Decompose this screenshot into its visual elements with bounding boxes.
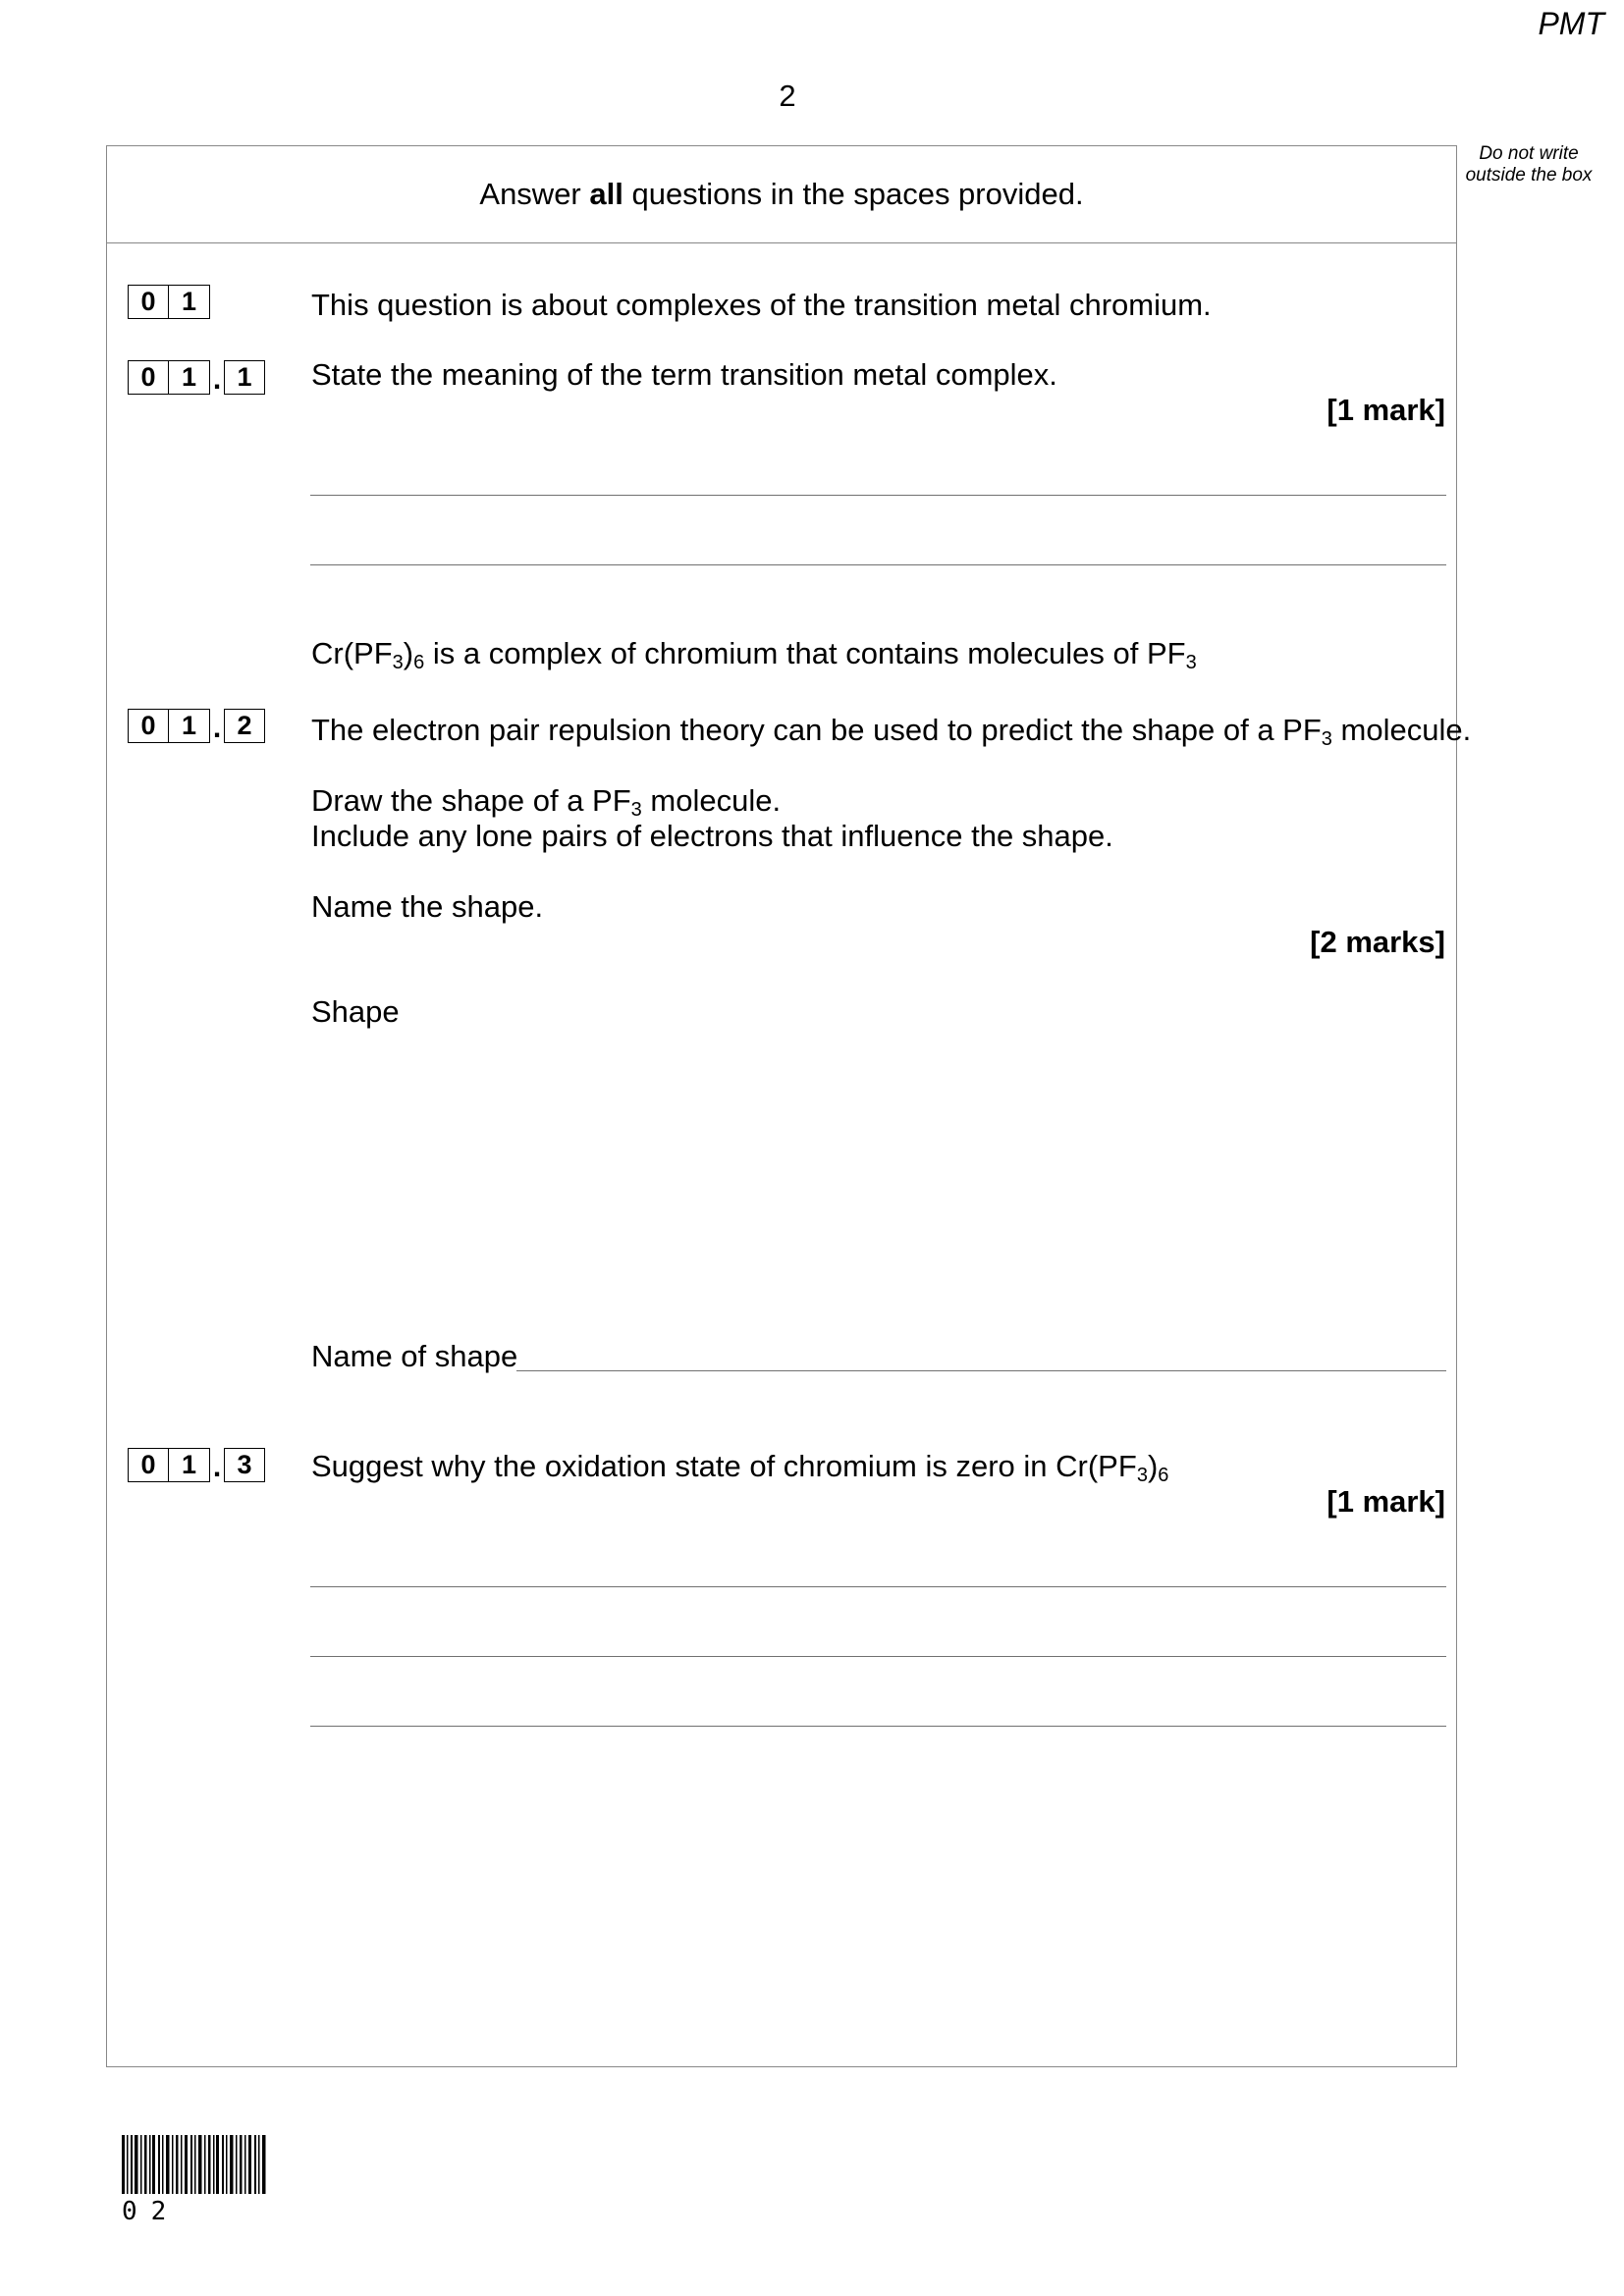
- barcode: [122, 2135, 267, 2194]
- answer-line[interactable]: [310, 564, 1446, 565]
- question-text: [311, 1449, 1168, 1484]
- instruction-text: Answer: [479, 177, 590, 211]
- marks-label: [1 mark]: [1326, 393, 1445, 427]
- question-text: [311, 713, 1471, 748]
- subscript: 3: [1321, 728, 1332, 750]
- subscript: 6: [1158, 1465, 1169, 1486]
- barcode-number: 02: [122, 2197, 181, 2226]
- formula-text: ): [403, 636, 414, 670]
- shape-label: Shape: [311, 994, 400, 1029]
- question-text-part: ): [1147, 1449, 1159, 1483]
- qnum-digit: 0: [128, 1448, 169, 1482]
- question-instruction: Name the shape.: [311, 889, 544, 924]
- question-number-01-1: [128, 360, 265, 395]
- answer-line[interactable]: [310, 1726, 1446, 1727]
- subscript: 3: [630, 799, 642, 821]
- qnum-dot: .: [212, 363, 222, 396]
- header-divider: [106, 242, 1457, 243]
- qnum-dot: .: [212, 1451, 222, 1483]
- qnum-digit: 1: [169, 285, 210, 319]
- question-number-01: [128, 285, 210, 319]
- qnum-digit: 1: [224, 360, 265, 395]
- page-number: 2: [779, 79, 796, 113]
- instruction-emphasis: all: [589, 177, 623, 211]
- instruction-text-end: questions in the spaces provided.: [623, 177, 1084, 211]
- answer-line[interactable]: [516, 1370, 1446, 1371]
- corner-label: PMT: [1538, 6, 1604, 41]
- question-text: State the meaning of the term transition metal complex.: [311, 357, 1057, 392]
- question-text-part: molecule.: [641, 783, 782, 818]
- qnum-digit: 0: [128, 709, 169, 743]
- name-of-shape-label: Name of shape: [311, 1339, 518, 1373]
- context-sentence: is a complex of chromium that contains molecules of PF: [424, 636, 1186, 670]
- question-number-01-2: [128, 709, 265, 743]
- answer-line[interactable]: [310, 495, 1446, 496]
- question-text-part: Suggest why the oxidation state of chromium is zero in Cr(PF: [311, 1449, 1137, 1483]
- qnum-digit: 0: [128, 360, 169, 395]
- subscript: 6: [413, 652, 425, 673]
- subscript: 3: [1136, 1465, 1148, 1486]
- qnum-digit: 1: [169, 1448, 210, 1482]
- question-instruction: [311, 783, 781, 819]
- qnum-digit: 3: [224, 1448, 265, 1482]
- question-instruction: Include any lone pairs of electrons that influence the shape.: [311, 819, 1113, 853]
- answer-line[interactable]: [310, 1586, 1446, 1587]
- qnum-digit: 2: [224, 709, 265, 743]
- question-text-part: The electron pair repulsion theory can be used to predict the shape of a PF: [311, 713, 1322, 747]
- answer-line[interactable]: [310, 1656, 1446, 1657]
- instruction: [106, 177, 1457, 212]
- marks-label: [1 mark]: [1326, 1484, 1445, 1519]
- margin-note: Do not write outside the box: [1465, 143, 1593, 186]
- qnum-digit: 1: [169, 360, 210, 395]
- question-text-part: Draw the shape of a PF: [311, 783, 631, 818]
- qnum-dot: .: [212, 712, 222, 744]
- context-text: [311, 636, 1197, 671]
- subscript: 3: [392, 652, 404, 673]
- subscript: 3: [1185, 652, 1197, 673]
- question-number-01-3: [128, 1448, 265, 1482]
- qnum-digit: 0: [128, 285, 169, 319]
- question-stem: This question is about complexes of the transition metal chromium.: [311, 288, 1212, 322]
- marks-label: [2 marks]: [1310, 925, 1445, 959]
- drawing-area[interactable]: [310, 1041, 1446, 1335]
- formula-text: Cr(PF: [311, 636, 393, 670]
- question-text-part: molecule.: [1331, 713, 1472, 747]
- qnum-digit: 1: [169, 709, 210, 743]
